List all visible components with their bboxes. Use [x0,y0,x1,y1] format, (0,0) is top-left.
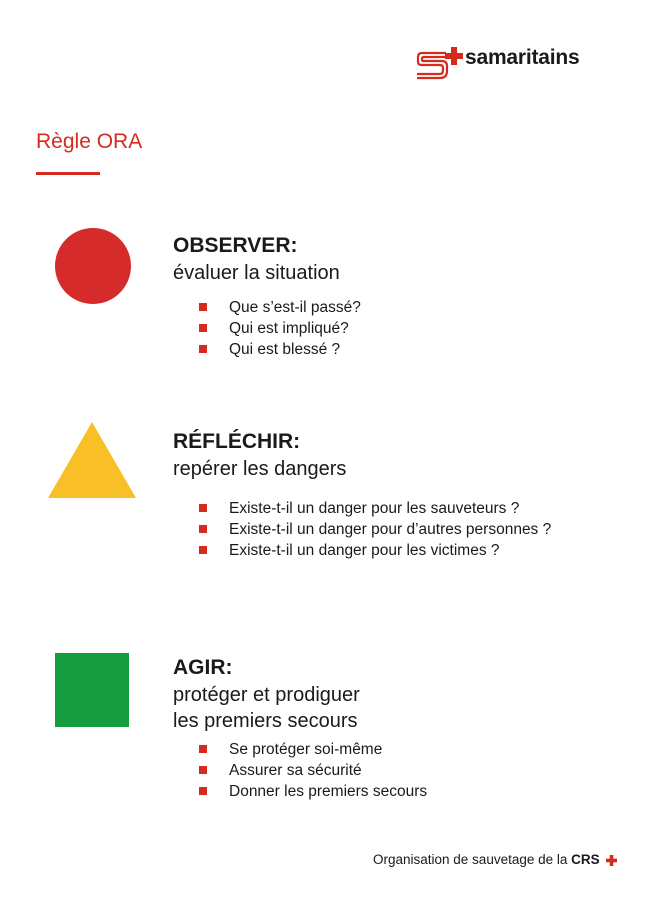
section-title: RÉFLÉCHIR: [173,430,301,453]
section-item-list [199,498,551,561]
red-cross-icon [606,855,617,866]
section-title: OBSERVER: [173,234,298,257]
list-item: Assurer sa sécurité [199,760,427,781]
section-item-list [199,297,361,360]
samaritains-logo [416,46,596,82]
yellow-triangle-icon [47,421,137,499]
list-item: Qui est impliqué? [199,318,361,339]
list-item: Se protéger soi-même [199,739,427,760]
list-item: Existe-t-il un danger pour les victimes ? [199,540,551,561]
section-subtitle: les premiers secours [173,710,358,732]
logo-text: samaritains [465,46,580,69]
bullet-square-icon [199,345,207,353]
section-subtitle: protéger et prodiguer [173,684,360,706]
red-circle-icon [54,227,132,305]
title-underline [36,172,100,175]
section-subtitle: repérer les dangers [173,458,347,480]
bullet-square-icon [199,546,207,554]
bullet-square-icon [199,504,207,512]
samaritains-s-cross-icon [416,46,466,80]
section-item-list [199,739,427,802]
bullet-square-icon [199,525,207,533]
footer-text: Organisation de sauvetage de la [373,852,568,867]
section-subtitle: évaluer la situation [173,262,340,284]
bullet-square-icon [199,324,207,332]
bullet-square-icon [199,787,207,795]
bullet-square-icon [199,766,207,774]
footer [373,852,617,867]
list-item: Existe-t-il un danger pour les sauveteurs ? [199,498,551,519]
list-item: Qui est blessé ? [199,339,361,360]
green-square-icon [55,653,129,727]
list-item: Que s’est-il passé? [199,297,361,318]
section-title: AGIR: [173,656,233,679]
list-item: Donner les premiers secours [199,781,427,802]
bullet-square-icon [199,745,207,753]
footer-org: CRS [571,852,600,867]
page-title: Règle ORA [36,130,143,153]
list-item: Existe-t-il un danger pour d’autres personnes ? [199,519,551,540]
bullet-square-icon [199,303,207,311]
